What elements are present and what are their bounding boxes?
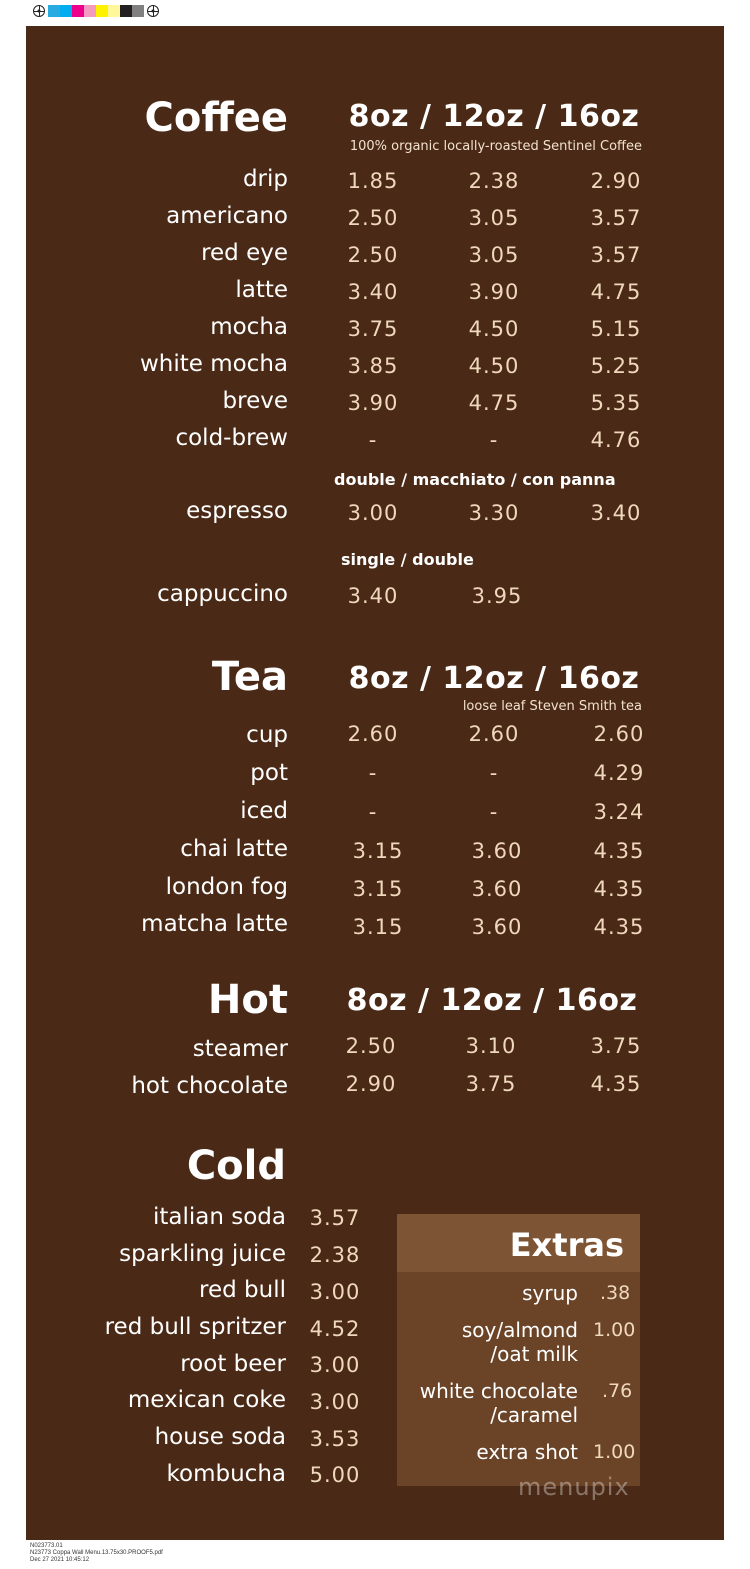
coffee-note: 100% organic locally-roasted Sentinel Coffee — [349, 139, 642, 154]
extras-panel — [397, 1214, 640, 1486]
item-name: cold-brew — [175, 425, 288, 451]
price-8oz: 3.85 — [347, 354, 399, 378]
price: .76 — [602, 1380, 633, 1402]
price-16oz: 5.35 — [590, 391, 642, 415]
price: 3.00 — [309, 1390, 361, 1414]
price-12oz: 3.75 — [465, 1072, 517, 1096]
price-16oz: 4.75 — [590, 280, 642, 304]
item-name: london fog — [165, 874, 288, 900]
price: 1.00 — [593, 1319, 636, 1341]
price: 1.00 — [593, 1441, 636, 1463]
color-swatch — [72, 5, 84, 17]
item-name: drip — [242, 166, 288, 192]
price: 3.00 — [309, 1353, 361, 1377]
price-12oz: 3.05 — [468, 206, 520, 230]
coffee-title: Coffee — [144, 95, 288, 141]
price-12oz: 2.38 — [468, 169, 520, 193]
tea-sizes-header: 8oz / 12oz / 16oz — [348, 661, 640, 696]
menu-board — [26, 26, 724, 1540]
item-name: matcha latte — [141, 911, 288, 937]
item-name: red eye — [201, 240, 288, 266]
price-8oz: 3.40 — [347, 280, 399, 304]
price-12oz: 3.60 — [471, 915, 523, 939]
price-8oz: 3.15 — [352, 839, 404, 863]
item-name: breve — [222, 388, 288, 414]
item-name: mocha — [210, 314, 288, 340]
color-swatch — [120, 5, 132, 17]
footer-filename: N23773 Coppa Wall Menu.13.75x30.PROOF5.pdf — [30, 1550, 163, 1556]
price-8oz: 3.90 — [347, 391, 399, 415]
price-12oz: 4.50 — [468, 354, 520, 378]
price-16oz: 4.35 — [590, 1072, 642, 1096]
item-name: red bull — [199, 1277, 286, 1303]
cold-title: Cold — [186, 1143, 286, 1189]
item-name: hot chocolate — [131, 1073, 288, 1099]
price-8oz: 2.50 — [347, 206, 399, 230]
price: 4.52 — [309, 1317, 361, 1341]
price-16oz: 5.15 — [590, 317, 642, 341]
item-name: mexican coke — [127, 1387, 286, 1413]
tea-title: Tea — [211, 654, 288, 700]
price-8oz: 3.15 — [352, 915, 404, 939]
price-12oz: 2.60 — [468, 722, 520, 746]
price-12oz: 3.05 — [468, 243, 520, 267]
price-8oz: - — [368, 761, 378, 785]
color-swatch — [108, 5, 120, 17]
price-12oz: - — [489, 800, 499, 824]
registration-mark-icon — [33, 5, 45, 17]
price: .38 — [600, 1282, 631, 1304]
item-name: pot — [250, 760, 288, 786]
item-name: espresso — [186, 498, 288, 524]
price-8oz: 1.85 — [347, 169, 399, 193]
price-16oz: 3.57 — [590, 243, 642, 267]
price: 3.53 — [309, 1427, 361, 1451]
espresso-options-header: double / macchiato / con panna — [334, 470, 616, 489]
print-footer — [30, 1543, 163, 1564]
print-color-bar — [30, 4, 162, 18]
footer-job-id: N023773.01 — [30, 1543, 63, 1549]
price-16oz: 4.29 — [593, 761, 645, 785]
item-name: root beer — [180, 1351, 286, 1377]
price-8oz: 2.90 — [345, 1072, 397, 1096]
registration-mark-icon — [147, 5, 159, 17]
price-16oz: 2.90 — [590, 169, 642, 193]
tea-note: loose leaf Steven Smith tea — [462, 699, 642, 714]
price-double: 3.95 — [471, 584, 523, 608]
price-12oz: - — [489, 761, 499, 785]
item-name: italian soda — [152, 1204, 286, 1230]
item-name: house soda — [154, 1424, 286, 1450]
price-16oz: 2.60 — [593, 722, 645, 746]
item-name: latte — [235, 277, 288, 303]
price-double: 3.00 — [347, 501, 399, 525]
price-macchiato: 3.30 — [468, 501, 520, 525]
item-name: red bull spritzer — [104, 1314, 286, 1340]
item-name: iced — [240, 798, 288, 824]
item-name: white mocha — [139, 351, 288, 377]
price-8oz: 3.75 — [347, 317, 399, 341]
price-8oz: 2.60 — [347, 722, 399, 746]
price-12oz: 3.60 — [471, 877, 523, 901]
price-16oz: 5.25 — [590, 354, 642, 378]
price: 2.38 — [309, 1243, 361, 1267]
watermark: menupix — [518, 1473, 630, 1501]
price-12oz: - — [489, 428, 499, 452]
price-16oz: 3.24 — [593, 800, 645, 824]
item-name: steamer — [192, 1036, 288, 1062]
price-12oz: 3.90 — [468, 280, 520, 304]
price-single: 3.40 — [347, 584, 399, 608]
price-8oz: 2.50 — [345, 1034, 397, 1058]
price: 3.00 — [309, 1280, 361, 1304]
price: 3.57 — [309, 1206, 361, 1230]
price-12oz: 4.75 — [468, 391, 520, 415]
item-name: white chocolate /caramel — [419, 1379, 578, 1427]
price-16oz: 4.35 — [593, 877, 645, 901]
color-swatch — [48, 5, 60, 17]
item-name: chai latte — [180, 836, 288, 862]
price-12oz: 4.50 — [468, 317, 520, 341]
hot-sizes-header: 8oz / 12oz / 16oz — [346, 983, 638, 1018]
color-swatch — [60, 5, 72, 17]
price-16oz: 4.35 — [593, 839, 645, 863]
item-name: extra shot — [476, 1440, 578, 1464]
color-swatch — [96, 5, 108, 17]
item-name: kombucha — [166, 1461, 286, 1487]
price-16oz: 4.76 — [590, 428, 642, 452]
coffee-sizes-header: 8oz / 12oz / 16oz — [348, 99, 640, 134]
price-8oz: - — [368, 800, 378, 824]
item-name: soy/almond /oat milk — [461, 1318, 578, 1366]
price-12oz: 3.10 — [465, 1034, 517, 1058]
item-name: cappuccino — [157, 581, 288, 607]
item-name: syrup — [522, 1281, 578, 1305]
price-12oz: 3.60 — [471, 839, 523, 863]
cappuccino-options-header: single / double — [341, 550, 474, 569]
extras-title: Extras — [509, 1226, 624, 1264]
color-swatch — [132, 5, 144, 17]
price-8oz: 3.15 — [352, 877, 404, 901]
price-16oz: 4.35 — [593, 915, 645, 939]
item-name: cup — [246, 722, 288, 748]
price-16oz: 3.75 — [590, 1034, 642, 1058]
color-swatch — [84, 5, 96, 17]
price: 5.00 — [309, 1463, 361, 1487]
price-8oz: - — [368, 428, 378, 452]
price-con-panna: 3.40 — [590, 501, 642, 525]
hot-title: Hot — [207, 977, 288, 1023]
item-name: americano — [166, 203, 288, 229]
footer-timestamp: Dec 27 2021 10:45:12 — [30, 1557, 90, 1563]
extras-header — [397, 1214, 640, 1272]
item-name: sparkling juice — [119, 1241, 286, 1267]
price-8oz: 2.50 — [347, 243, 399, 267]
price-16oz: 3.57 — [590, 206, 642, 230]
